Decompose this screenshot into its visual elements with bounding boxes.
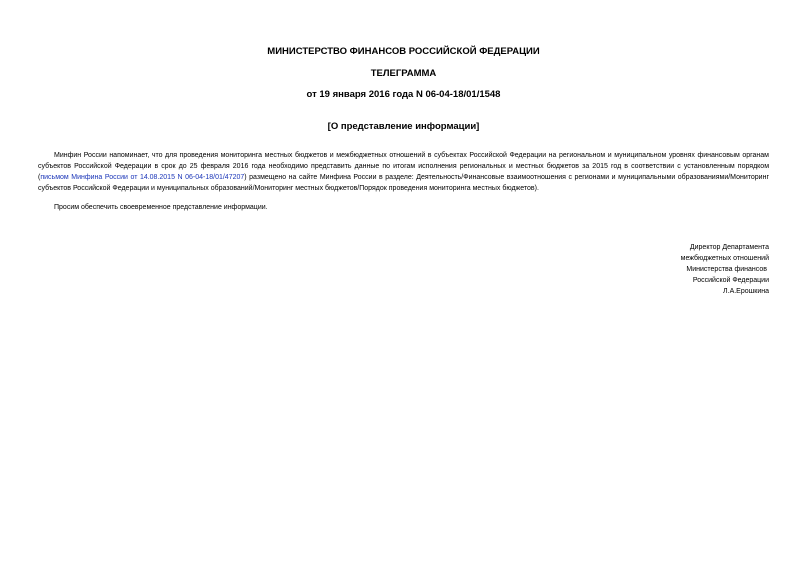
document-type: ТЕЛЕГРАММА — [370, 68, 437, 79]
signer-position-line1: Директор Департамента — [689, 244, 769, 251]
signer-name: Л.А.Ерошкина — [723, 288, 769, 295]
main-paragraph — [38, 150, 769, 194]
document-subject: [О представление информации] — [327, 121, 480, 132]
signer-position-line4: Российской Федерации — [692, 277, 769, 284]
reference-letter-link[interactable]: письмом Минфина России от 14.08.2015 N 06-04-18/01/47207 — [40, 174, 245, 181]
paragraph-text-start: Минфин России напоминает, что для проведения мониторинга местных бюджетов и межбюджетных отношений в субъектах Российской Федерации на региональном и муниципальном уровнях финансовым органам субъектов Российской Федерации в срок до 25 февраля 2016 года необходимо представить данные по итогам исполнения региональных и местных бюджетов за 2015 год в соответствии с установленным порядком ( — [38, 152, 769, 181]
document-number: от 19 января 2016 года N 06-04-18/01/1548 — [306, 89, 501, 100]
signer-position-line2: межбюджетных отношений — [680, 255, 769, 262]
ministry-title: МИНИСТЕРСТВО ФИНАНСОВ РОССИЙСКОЙ ФЕДЕРАЦИИ — [267, 46, 540, 57]
signer-position-line3: Министерства финансов — [686, 266, 767, 273]
request-paragraph: Просим обеспечить своевременное представление информации. — [54, 204, 268, 211]
paragraph-text-end: ) размещено на сайте Минфина России в разделе: Деятельность/Финансовые взаимоотношения с регионами и муниципальными образованиями/Мониторинг субъектов Российской Федерации и муниципальных образований/Мониторинг местных бюджетов/Порядок проведения мониторинга местных бюджетов). — [38, 174, 770, 192]
signature-block — [560, 242, 769, 297]
